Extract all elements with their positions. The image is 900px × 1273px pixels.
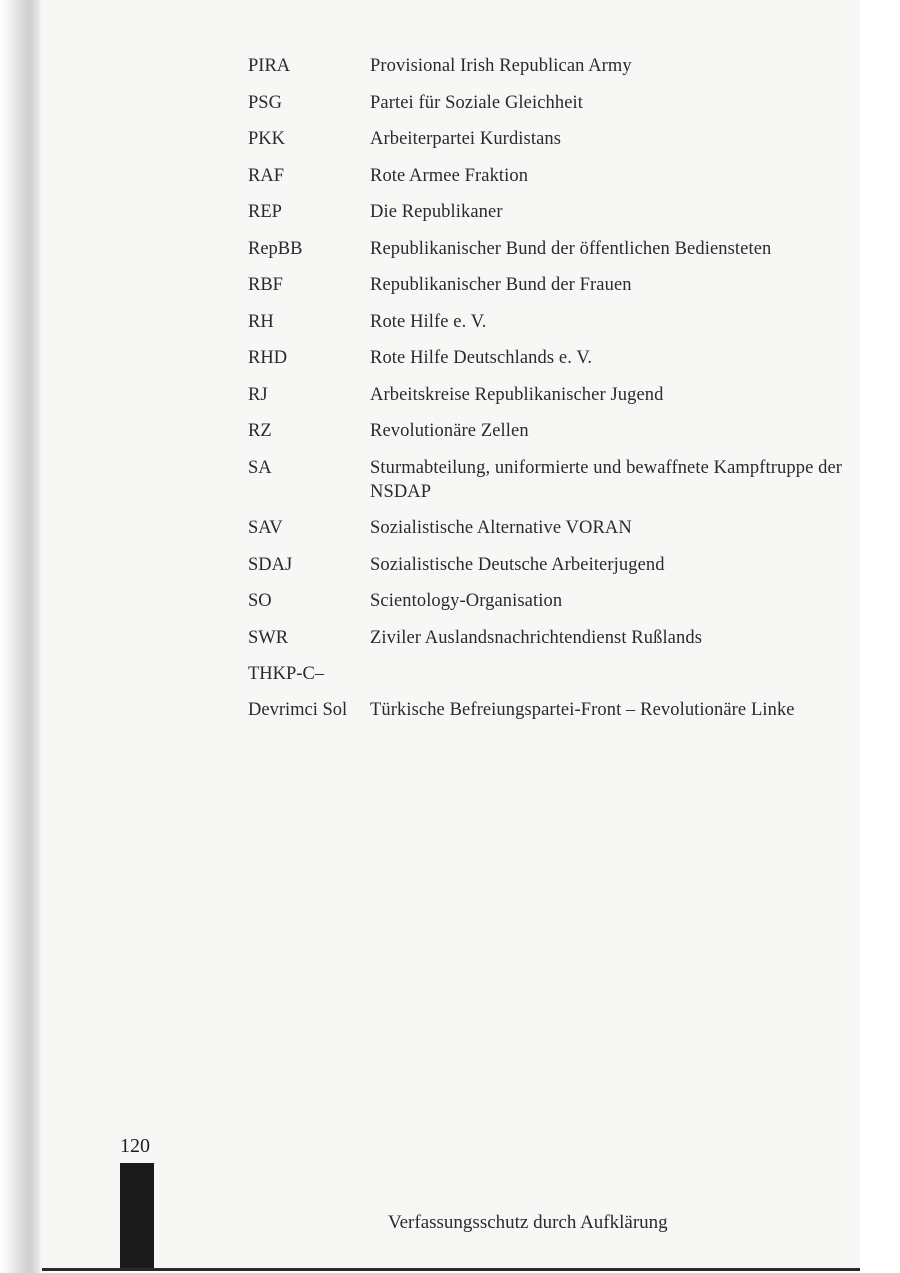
list-item [248, 54, 848, 78]
abbreviation-meaning: Rote Hilfe Deutschlands e. V. [370, 348, 593, 368]
abbreviation-meaning: Sozialistische Deutsche Arbeiterjugend [370, 554, 665, 575]
abbreviation: RH [248, 311, 274, 332]
list-item [248, 127, 848, 151]
abbreviation-meaning: Sozialistische Alternative VORAN [370, 518, 632, 538]
abbreviation-meaning: Provisional Irish Republican Army [370, 56, 632, 76]
bottom-edge-rule [42, 1268, 860, 1271]
abbreviation-line [248, 662, 848, 686]
abbreviation: RHD [248, 348, 288, 368]
abbreviation-list [248, 54, 848, 735]
abbreviation: PIRA [248, 56, 291, 76]
abbreviation-meaning: Revolutionäre Zellen [370, 421, 529, 441]
binding-edge [0, 0, 42, 1273]
abbreviation-meaning: Arbeiterpartei Kurdistans [370, 129, 562, 149]
list-item [248, 662, 848, 722]
abbreviation-line [248, 698, 848, 722]
abbreviation-meaning: Scientology-Organisation [370, 591, 563, 611]
abbreviation: THKP-C– [248, 664, 325, 684]
abbreviation-meaning: Republikanischer Bund der Frauen [370, 275, 632, 295]
abbreviation: RJ [248, 384, 268, 405]
page-number: 120 [120, 1135, 150, 1157]
list-item [248, 516, 848, 540]
abbreviation-meaning: Die Republikaner [370, 202, 503, 222]
abbreviation: PKK [248, 129, 286, 149]
list-item [248, 346, 848, 370]
abbreviation-meaning: Sturmabteilung, uniformierte und bewaffnete Kampftruppe der NSDAP [370, 457, 843, 502]
abbreviation: PSG [248, 92, 282, 113]
abbreviation: SA [248, 457, 272, 478]
list-item [248, 456, 848, 504]
abbreviation: RepBB [248, 238, 303, 259]
abbreviation: RZ [248, 421, 272, 441]
list-item [248, 91, 848, 115]
list-item [248, 383, 848, 407]
abbreviation: Devrimci Sol [248, 700, 348, 720]
abbreviation-meaning: Rote Armee Fraktion [370, 165, 529, 186]
list-item [248, 273, 848, 297]
abbreviation-meaning: Arbeitskreise Republikanischer Jugend [370, 384, 664, 405]
abbreviation: RAF [248, 165, 284, 186]
abbreviation: SAV [248, 518, 283, 538]
abbreviation-meaning: Türkische Befreiungspartei-Front – Revolutionäre Linke [370, 700, 795, 720]
abbreviation: SWR [248, 627, 289, 648]
abbreviation: SO [248, 591, 272, 611]
list-item [248, 200, 848, 224]
list-item [248, 626, 848, 650]
abbreviation-meaning: Rote Hilfe e. V. [370, 311, 487, 332]
list-item [248, 589, 848, 613]
list-item [248, 237, 848, 261]
abbreviation-meaning: Ziviler Auslandsnachrichtendienst Rußlands [370, 627, 702, 648]
abbreviation: RBF [248, 275, 283, 295]
abbreviation: REP [248, 202, 282, 222]
list-item [248, 419, 848, 443]
abbreviation-meaning: Republikanischer Bund der öffentlichen Bediensteten [370, 238, 772, 259]
thumb-index-tab [120, 1163, 154, 1269]
list-item [248, 553, 848, 577]
running-footer-title: Verfassungsschutz durch Aufklärung [388, 1212, 668, 1233]
list-item [248, 164, 848, 188]
list-item [248, 310, 848, 334]
abbreviation-meaning: Partei für Soziale Gleichheit [370, 92, 584, 113]
abbreviation: SDAJ [248, 554, 293, 575]
